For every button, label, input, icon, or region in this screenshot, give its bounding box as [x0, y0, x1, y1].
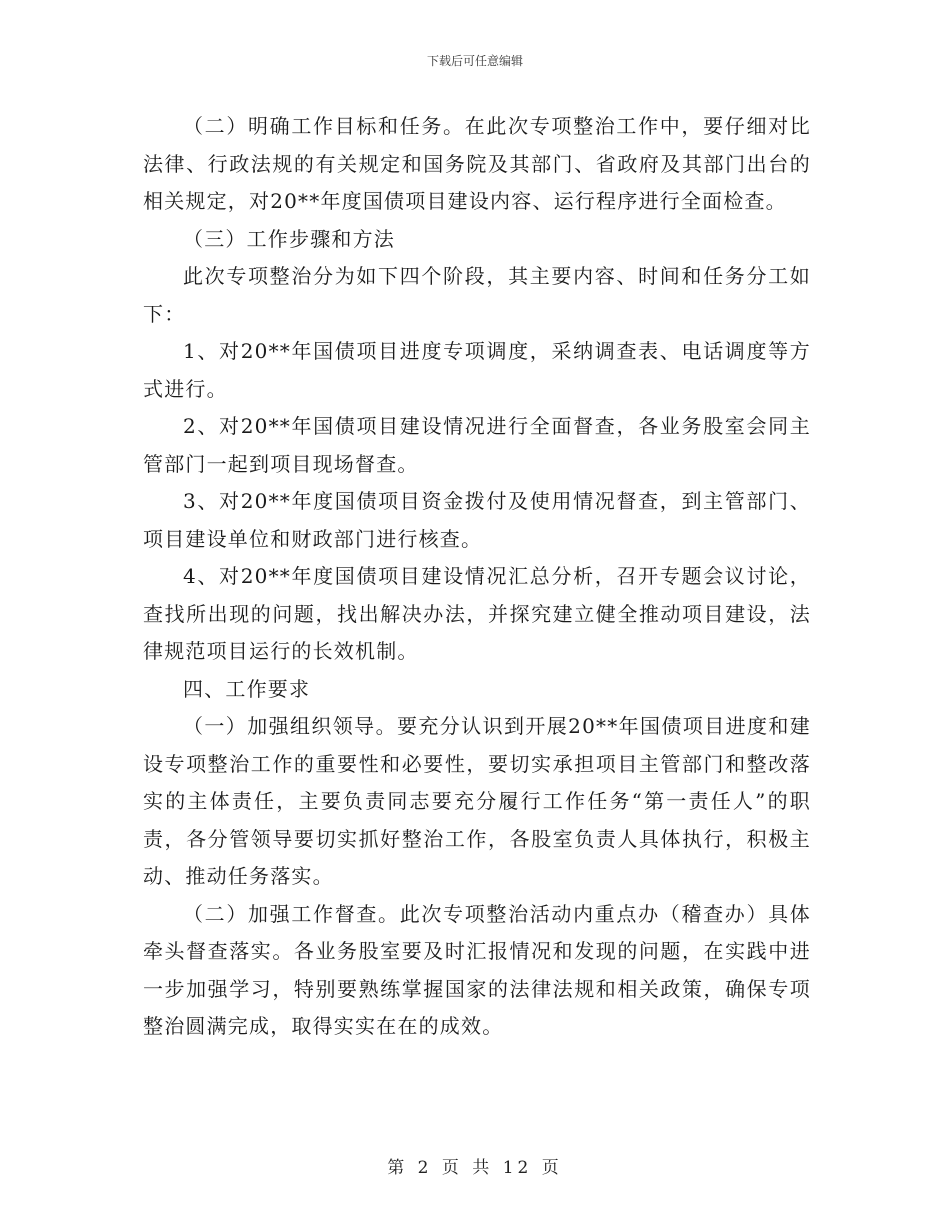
- list-item-step-2: 2、对20**年国债项目建设情况进行全面督查，各业务股室会同主管部门一起到项目现场督查。: [143, 414, 811, 476]
- paragraph-organization-leadership: （一）加强组织领导。要充分认识到开展20**年国债项目进度和建设专项整治工作的重要性和必要性，要切实承担项目主管部门和整改落实的主体责任，主要负责同志要充分履行工作任务“第一责任人”的职责，各分管领导要切实抓好整治工作，各股室负责人具体执行，积极主动、推动任务落实。: [143, 714, 811, 888]
- page-number-footer: 第 2 页 共 12 页: [387, 1158, 563, 1178]
- page-header: 下载后可任意编辑: [426, 54, 523, 68]
- list-item-step-1: 1、对20**年国债项目进度专项调度，采纳调查表、电话调度等方式进行。: [143, 339, 811, 401]
- paragraph-work-supervision: （二）加强工作督查。此次专项整治活动内重点办（稽查办）具体牵头督查落实。各业务股室要及时汇报情况和发现的问题，在实践中进一步加强学习，特别要熟练掌握国家的法律法规和相关政策，确保专项整治圆满完成，取得实实在在的成效。: [143, 901, 811, 1038]
- heading-work-requirements: 四、工作要求: [183, 676, 311, 701]
- list-item-step-4: 4、对20**年度国债项目建设情况汇总分析，召开专题会议讨论，查找所出现的问题，找出解决办法，并探究建立健全推动项目建设，法律规范项目运行的长效机制。: [143, 564, 811, 663]
- paragraph-stages-intro: 此次专项整治分为如下四个阶段，其主要内容、时间和任务分工如下：: [143, 264, 811, 326]
- document-body: [143, 108, 811, 1046]
- heading-steps-methods: （三）工作步骤和方法: [183, 226, 395, 251]
- list-item-step-3: 3、对20**年度国债项目资金拨付及使用情况督查，到主管部门、项目建设单位和财政部门进行核查。: [143, 489, 811, 551]
- paragraph-goals: （二）明确工作目标和任务。在此次专项整治工作中，要仔细对比法律、行政法规的有关规定和国务院及其部门、省政府及其部门出台的相关规定，对20**年度国债项目建设内容、运行程序进行全面检查。: [143, 114, 811, 213]
